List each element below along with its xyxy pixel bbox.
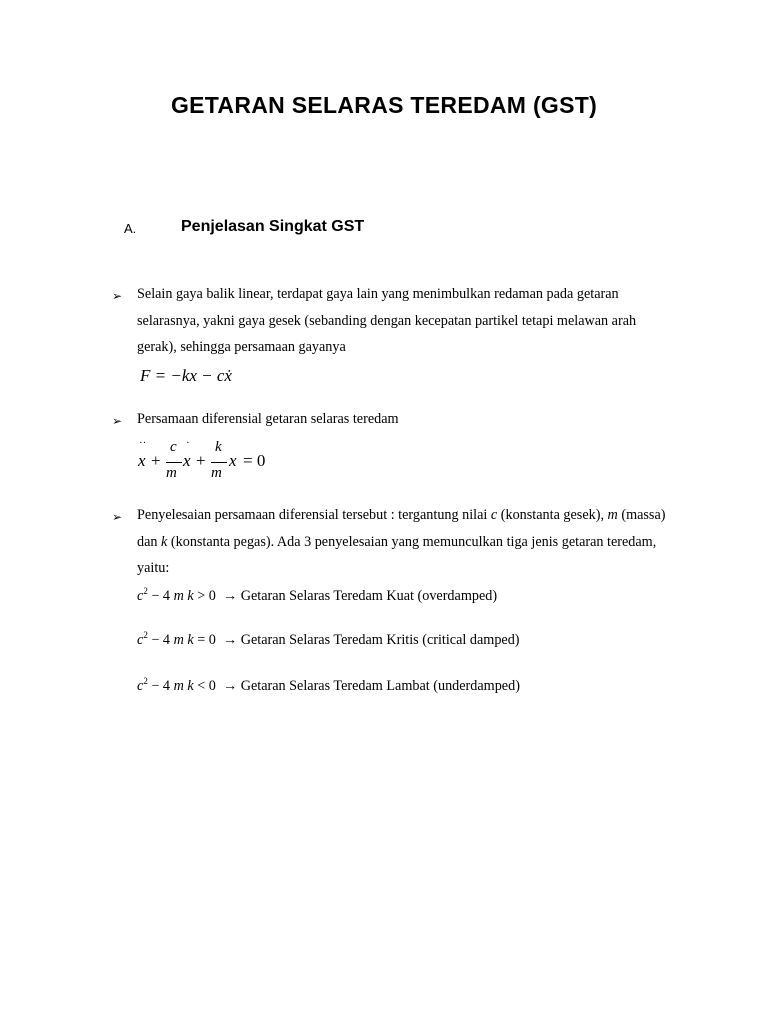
condition-underdamped xyxy=(137,676,520,695)
cond-sup: 2 xyxy=(143,586,148,596)
section-letter: A. xyxy=(124,221,137,236)
force-equation-text: F = −kx − cẋ xyxy=(140,366,232,385)
right-arrow-icon: → xyxy=(222,632,238,648)
fraction-bar xyxy=(211,462,227,463)
cond-description: Getaran Selaras Teredam Lambat (underdamped) xyxy=(237,678,520,694)
fraction-bar xyxy=(166,462,182,463)
var-k: k xyxy=(161,533,168,550)
cond-k: k xyxy=(187,588,194,604)
cond-description: Getaran Selaras Teredam Kritis (critical damped) xyxy=(237,632,520,648)
bullet-text-penyelesaian xyxy=(137,502,677,582)
eq-x1: x xyxy=(138,451,146,470)
right-arrow-icon: → xyxy=(222,588,238,604)
cond-description: Getaran Selaras Teredam Kuat (overdamped) xyxy=(237,588,498,604)
cond-k: k xyxy=(187,678,194,694)
eq-plus2: + xyxy=(196,451,206,470)
text-span: Penyelesaian persamaan diferensial tersebut : tergantung nilai xyxy=(137,507,491,523)
eq-plus1: + xyxy=(151,451,161,470)
section-title: Penjelasan Singkat GST xyxy=(181,218,365,235)
cond-rest: − 4 xyxy=(147,588,174,604)
page-title: GETARAN SELARAS TEREDAM (GST) xyxy=(170,92,598,118)
cond-relation: < 0 xyxy=(193,678,216,694)
cond-relation: > 0 xyxy=(193,588,216,604)
cond-k: k xyxy=(187,632,194,648)
cond-c: c xyxy=(137,678,144,694)
bullet-arrow-icon: ➢ xyxy=(112,510,123,524)
cond-rest: − 4 xyxy=(147,632,174,648)
text-span: (konstanta pegas). Ada 3 penyelesaian yang memunculkan tiga jenis getaran teredam, yaitu: xyxy=(137,533,657,576)
text-span: (massa) dan xyxy=(137,507,666,550)
cond-rest: − 4 xyxy=(147,678,174,694)
text-span: (konstanta gesek), xyxy=(497,507,608,523)
eq-k-numerator: k xyxy=(215,439,222,455)
cond-c: c xyxy=(137,588,144,604)
cond-relation: = 0 xyxy=(193,632,216,648)
eq-c-numerator: c xyxy=(170,439,177,455)
var-c: c xyxy=(490,507,498,523)
cond-m: m xyxy=(173,632,184,648)
double-dot-mark: ·· xyxy=(139,437,147,449)
right-arrow-icon: → xyxy=(222,678,238,694)
bullet-text-gaya-gesek: Selain gaya balik linear, terdapat gaya lain yang menimbulkan redaman pada getaran selarasnya, yakni gaya gesek (sebanding dengan kecepatan partikel tetapi melawan arah gerak), sehingga persamaan gayanya xyxy=(137,286,637,355)
condition-critical xyxy=(137,630,520,649)
cond-m: m xyxy=(173,588,184,604)
var-m: m xyxy=(607,507,618,523)
bullet-text-persamaan-diferensial: Persamaan diferensial getaran selaras teredam xyxy=(137,411,399,427)
cond-sup: 2 xyxy=(143,676,148,686)
eq-m-denominator: m xyxy=(166,465,177,481)
cond-c: c xyxy=(137,632,144,648)
eq-x2: x xyxy=(183,451,191,470)
eq-m-denominator: m xyxy=(211,465,222,481)
bullet-arrow-icon: ➢ xyxy=(112,414,123,428)
cond-sup: 2 xyxy=(143,630,148,640)
force-equation xyxy=(140,366,232,386)
eq-equals-zero: = 0 xyxy=(243,451,266,470)
condition-overdamped xyxy=(137,586,497,605)
cond-m: m xyxy=(173,678,184,694)
bullet-arrow-icon: ➢ xyxy=(112,289,123,303)
single-dot-mark: · xyxy=(186,437,190,449)
eq-x3: x xyxy=(229,451,237,470)
